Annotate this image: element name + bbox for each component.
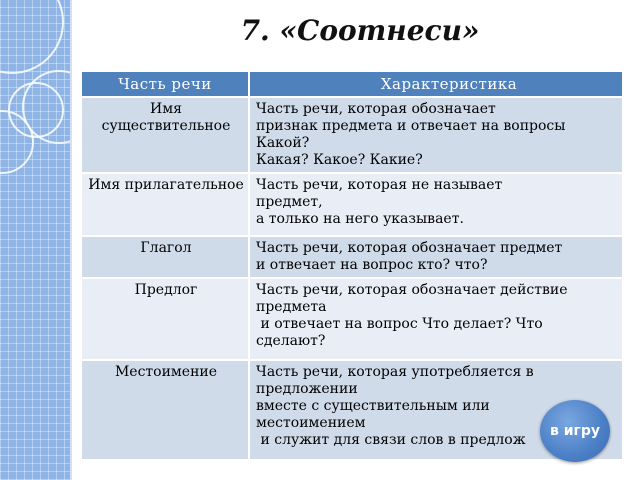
part-of-speech-cell[interactable]: Предлог [81,278,249,360]
play-game-button[interactable] [540,400,610,462]
characteristic-line: Часть речи, которая обозначает предмет [256,240,563,256]
characteristic-cell[interactable] [249,173,623,236]
characteristic-line: местоимением [256,415,366,431]
characteristic-line: сделают? [256,333,326,349]
table-row [81,278,623,360]
characteristic-line: Часть речи, которая не называет [256,177,503,193]
characteristic-line: Часть речи, которая употребляется в [256,364,534,380]
characteristic-line: а только на него указывает. [256,211,464,227]
characteristic-line: предмет, [256,194,323,210]
characteristic-line: предложении [256,381,358,397]
characteristic-line: вместе с существительным или [256,398,490,414]
part-of-speech-cell[interactable]: Имя существительное [81,97,249,173]
play-game-label: в игру [549,423,600,439]
table-row [81,360,623,460]
characteristic-line: Какая? Какое? Какие? [256,152,423,168]
decorative-ring [0,0,64,74]
table-row [81,236,623,278]
part-of-speech-cell[interactable]: Имя прилагательное [81,173,249,236]
decorative-ring [8,82,64,138]
table-body [81,97,623,460]
characteristic-line: и отвечает на вопрос кто? что? [256,257,488,273]
characteristic-line: предмета [256,299,327,315]
column-header-part-of-speech: Часть речи [81,71,249,97]
characteristic-line: и отвечает на вопрос Что делает? Что [256,316,543,332]
table-row [81,173,623,236]
characteristic-line: Часть речи, которая обозначает действие [256,282,568,298]
table-row [81,97,623,173]
part-of-speech-cell[interactable]: Местоимение [81,360,249,460]
table-header-row [81,71,623,97]
characteristic-cell[interactable] [249,236,623,278]
characteristic-line: признак предмета и отвечает на вопросы [256,118,566,134]
characteristic-cell[interactable] [249,97,623,173]
slide-title: 7. «Соотнеси» [240,14,480,47]
column-header-characteristic: Характеристика [249,71,623,97]
characteristic-line: Какой? [256,135,310,151]
matching-table [80,70,624,461]
characteristic-cell[interactable] [249,278,623,360]
part-of-speech-cell[interactable]: Глагол [81,236,249,278]
decorative-sidebar [0,0,72,480]
characteristic-line: Часть речи, которая обозначает [256,101,496,117]
characteristic-line: и служит для связи слов в предлож [256,432,526,448]
